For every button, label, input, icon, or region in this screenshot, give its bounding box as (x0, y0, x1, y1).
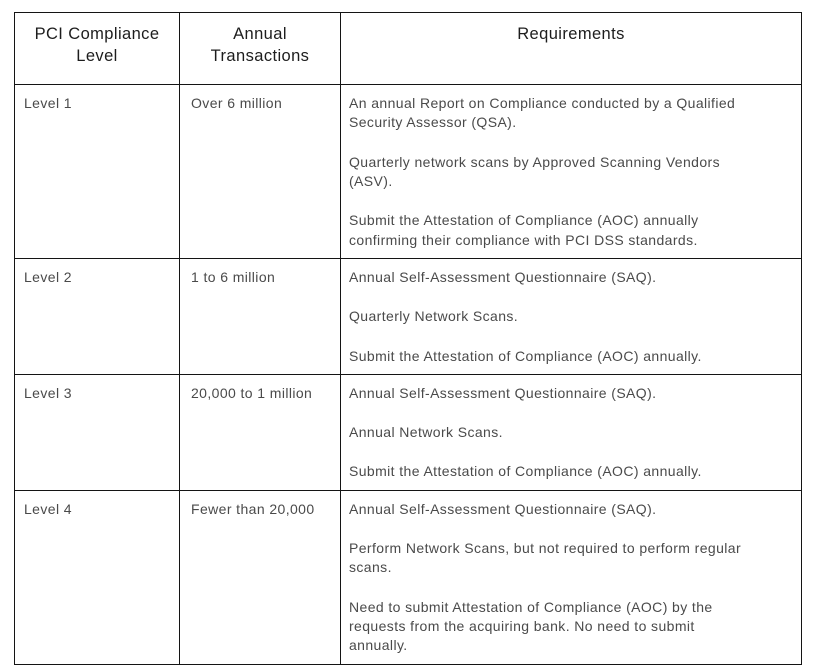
requirement-paragraph: Submit the Attestation of Compliance (AOC) annually confirming their compliance with PCI DSS standards. (349, 212, 699, 248)
requirements-cell (341, 374, 802, 490)
table-row-level-2 (15, 258, 802, 374)
requirement-paragraph: Submit the Attestation of Compliance (AOC) annually. (349, 347, 702, 364)
requirements-cell (341, 490, 802, 664)
requirement-paragraph: Quarterly network scans by Approved Scanning Vendors (ASV). (349, 153, 720, 189)
transactions-cell: Over 6 million (180, 85, 341, 259)
header-cell-pci-compliance-level: PCI Compliance Level (15, 13, 180, 85)
requirements-cell (341, 85, 802, 259)
requirement-paragraph: Need to submit Attestation of Compliance (AOC) by the requests from the acquiring bank. No need to submit annually. (349, 598, 713, 654)
requirement-paragraph: Annual Self-Assessment Questionnaire (SAQ). (349, 384, 657, 401)
transactions-cell: Fewer than 20,000 (180, 490, 341, 664)
level-cell: Level 2 (15, 258, 180, 374)
transactions-cell: 20,000 to 1 million (180, 374, 341, 490)
requirement-paragraph: Annual Self-Assessment Questionnaire (SAQ). (349, 500, 657, 517)
requirement-paragraph: Annual Self-Assessment Questionnaire (SAQ). (349, 268, 657, 285)
requirement-paragraph: Perform Network Scans, but not required to perform regular scans. (349, 540, 742, 576)
header-cell-requirements: Requirements (341, 13, 802, 85)
header-cell-annual-transactions: Annual Transactions (180, 13, 341, 85)
transactions-cell: 1 to 6 million (180, 258, 341, 374)
level-cell: Level 1 (15, 85, 180, 259)
level-cell: Level 3 (15, 374, 180, 490)
table-row-level-3 (15, 374, 802, 490)
requirement-paragraph: Annual Network Scans. (349, 424, 503, 441)
table-row-level-4 (15, 490, 802, 664)
pci-compliance-table (14, 12, 802, 665)
table-row-level-1 (15, 85, 802, 259)
requirement-paragraph: An annual Report on Compliance conducted by a Qualified Security Assessor (QSA). (349, 95, 736, 131)
requirement-paragraph: Submit the Attestation of Compliance (AOC) annually. (349, 463, 702, 480)
requirements-cell (341, 258, 802, 374)
requirement-paragraph: Quarterly Network Scans. (349, 308, 519, 325)
level-cell: Level 4 (15, 490, 180, 664)
header-row (15, 13, 802, 85)
